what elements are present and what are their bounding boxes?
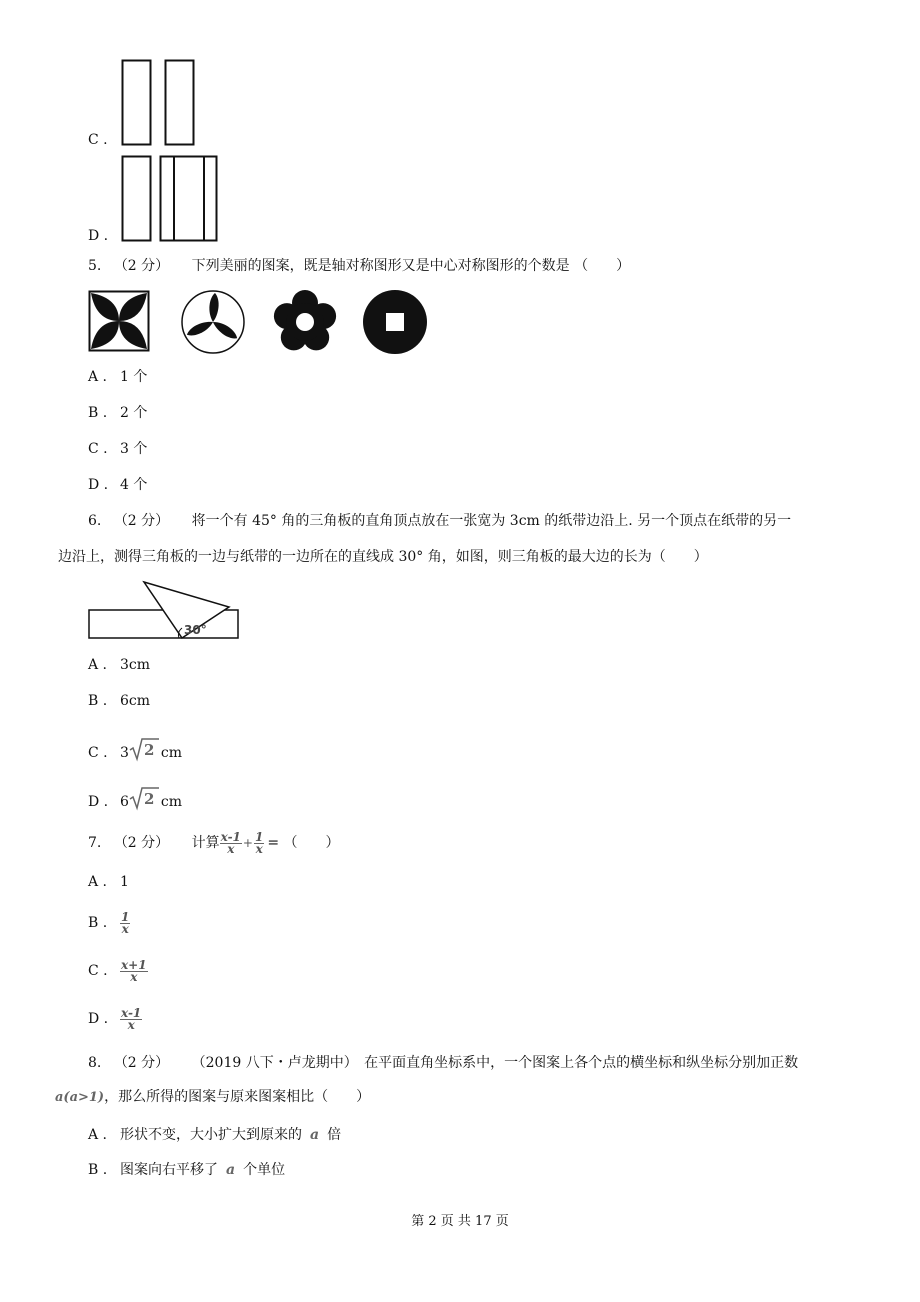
option-letter: B . (88, 1162, 108, 1178)
question-score: （2 分） (113, 835, 170, 851)
q6-stem-line2: 边沿上，测得三角板的一边与纸带的一边所在的直线成 30° 角，如图，则三角板的最大边的长为（ ） (58, 549, 708, 565)
option-letter: D . (88, 228, 109, 244)
option-text: 3 个 (120, 441, 148, 457)
q4-option-d[interactable] (88, 226, 120, 246)
numerator: 1 (121, 909, 130, 924)
q4-option-c[interactable] (88, 130, 120, 150)
option-letter: C . (88, 132, 108, 148)
math-variable: a (226, 1162, 236, 1178)
math-condition: a(a>1) (55, 1090, 105, 1105)
question-number: 8. (88, 1055, 102, 1071)
fraction (120, 909, 130, 936)
q5-pattern-square-petals (88, 290, 152, 352)
option-letter: C . (88, 441, 108, 457)
denominator: x (130, 969, 138, 984)
option-letter: C . (88, 963, 108, 979)
unit: cm (160, 794, 183, 810)
numerator: 1 (254, 829, 264, 844)
denominator: x (121, 921, 129, 936)
rect-left (123, 61, 151, 145)
denominator: x (227, 841, 235, 856)
q5-pattern-three-blades (180, 289, 246, 355)
q4-option-d-figure (120, 155, 220, 245)
q5-option-a[interactable] (88, 367, 147, 387)
option-letter: D . (88, 1011, 109, 1027)
figure-label-angle: 30° (184, 623, 207, 637)
radicand: 2 (143, 790, 155, 808)
option-text: 1 (120, 874, 129, 890)
q6-stem-line1 (88, 511, 791, 531)
option-letter: C . (88, 745, 108, 761)
option-text: 1 个 (120, 369, 148, 385)
question-score: （2 分） (113, 1055, 170, 1071)
q6-option-a[interactable] (88, 655, 150, 675)
option-text: 图案向右平移了 (120, 1162, 218, 1178)
option-letter: B . (88, 405, 108, 421)
question-text: 在平面直角坐标系中，一个图案上各个点的横坐标和纵坐标分别加正数 (364, 1055, 799, 1071)
q8-stem-line1 (88, 1053, 798, 1073)
radical-coefficient: 3 (120, 745, 129, 761)
option-text: 个单位 (243, 1162, 286, 1178)
fraction (120, 957, 148, 984)
q8-option-a[interactable] (88, 1125, 341, 1145)
question-score: （2 分） (113, 513, 170, 529)
fraction (254, 829, 264, 856)
option-letter: B . (88, 915, 108, 931)
question-text: 下列美丽的图案，既是轴对称图形又是中心对称图形的个数是 （ ） (191, 258, 631, 274)
option-letter: A . (88, 369, 108, 385)
option-text: 2 个 (120, 405, 148, 421)
fraction (220, 829, 242, 856)
question-score: （2 分） (113, 258, 170, 274)
rect-right (166, 61, 194, 145)
q7-option-a[interactable] (88, 872, 129, 892)
question-text: 计算 (191, 835, 220, 851)
page-footer: 第 2 页 共 17 页 (411, 1214, 509, 1229)
q5-pattern-flower (272, 289, 338, 355)
radicand: 2 (143, 741, 155, 759)
denominator: x (127, 1017, 135, 1032)
option-text: 3cm (120, 657, 151, 673)
q6-option-c[interactable] (88, 737, 182, 767)
q6-figure-ruler-triangle (88, 580, 243, 642)
q5-option-c[interactable] (88, 439, 147, 459)
unit: cm (160, 745, 183, 761)
q7-stem (88, 830, 340, 856)
sqrt-radical (129, 737, 161, 767)
math-variable: a (310, 1127, 320, 1143)
option-letter: A . (88, 874, 108, 890)
numerator: x-1 (220, 829, 241, 844)
q7-option-d[interactable] (88, 1006, 142, 1032)
option-letter: D . (88, 794, 109, 810)
radical-coefficient: 6 (120, 794, 129, 810)
q5-option-d[interactable] (88, 475, 147, 495)
option-letter: B . (88, 693, 108, 709)
question-number: 6. (88, 513, 102, 529)
q7-option-c[interactable] (88, 958, 148, 984)
q5-stem (88, 256, 630, 276)
option-text: 倍 (327, 1127, 342, 1143)
numerator: x-1 (121, 1005, 142, 1020)
option-letter: A . (88, 1127, 108, 1143)
q8-stem-line2 (55, 1087, 370, 1108)
fraction (120, 1005, 142, 1032)
plus-sign: + (242, 836, 253, 850)
q6-option-d[interactable] (88, 786, 182, 816)
denominator: x (255, 841, 263, 856)
question-source: （2019 八下・卢龙期中） (191, 1055, 358, 1071)
q7-option-b[interactable] (88, 910, 130, 936)
question-text: 将一个有 45° 角的三角板的直角顶点放在一张宽为 3cm 的纸带边沿上. 另一个顶点在纸带的另一 (191, 513, 792, 529)
q5-option-b[interactable] (88, 403, 147, 423)
question-number: 5. (88, 258, 102, 274)
option-text: 4 个 (120, 477, 148, 493)
q8-option-b[interactable] (88, 1160, 285, 1180)
question-number: 7. (88, 835, 102, 851)
option-text: 6cm (120, 693, 151, 709)
question-text: ，那么所得的图案与原来图案相比（ ） (104, 1089, 371, 1105)
option-letter: A . (88, 657, 108, 673)
sqrt-radical (129, 786, 161, 816)
option-letter: D . (88, 477, 109, 493)
option-text: 形状不变，大小扩大到原来的 (120, 1127, 302, 1143)
question-text-after: = （ ） (267, 835, 340, 851)
q6-option-b[interactable] (88, 691, 150, 711)
q4-option-c-figure (120, 58, 200, 148)
numerator: x+1 (121, 957, 147, 972)
q5-pattern-coin (362, 289, 428, 355)
